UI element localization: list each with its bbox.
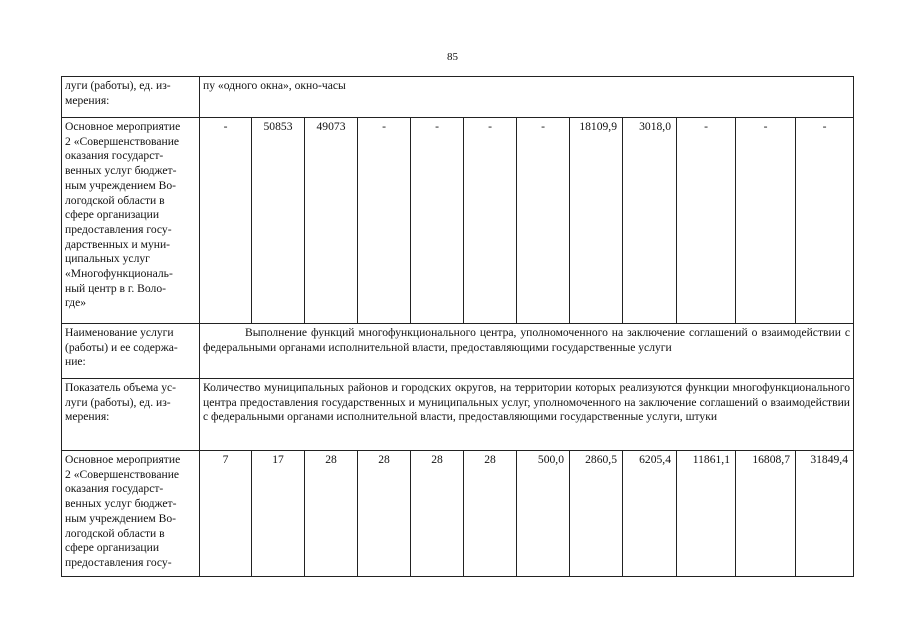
row-label: Основное мероприятие 2 «Совершенствование оказания государст- венных услуг бюджет- ным учреждением Во- логодской области в сфере организации предоставления госу- дарственных и муни- ципальных услуг «Многофункциональ- ный центр в г. Воло- где» [62, 118, 200, 324]
table-row [62, 379, 854, 451]
value-cell: - [736, 118, 796, 324]
value-cell: 28 [411, 451, 464, 577]
table-row [62, 77, 854, 118]
value-cell: 6205,4 [623, 451, 677, 577]
row-label: Показатель объема ус- луги (работы), ед. из- мерения: [62, 379, 200, 451]
table-row [62, 451, 854, 577]
service-name-text: Выполнение функций многофункционального центра, уполномоченного на заключение соглашений о взаимодействии с федеральными органами исполнительной власти, предоставляющими государственные услуги [203, 326, 850, 354]
value-cell: 49073 [305, 118, 358, 324]
row-label: луги (работы), ед. из- мерения: [62, 77, 200, 118]
page-number: 85 [447, 51, 458, 63]
row-label: Наименование услуги (работы) и ее содержа- ние: [62, 324, 200, 379]
value-cell: 500,0 [517, 451, 570, 577]
value-cell: - [411, 118, 464, 324]
value-cell: 31849,4 [796, 451, 854, 577]
row-text [200, 324, 854, 379]
value-cell: - [796, 118, 854, 324]
value-cell: - [677, 118, 736, 324]
value-cell: 18109,9 [570, 118, 623, 324]
table-row [62, 118, 854, 324]
value-cell: 11861,1 [677, 451, 736, 577]
value-cell: 28 [464, 451, 517, 577]
table-row [62, 324, 854, 379]
value-cell: 16808,7 [736, 451, 796, 577]
row-text: Количество муниципальных районов и городских округов, на территории которых реализуются функции многофункционального центра предоставления государственных и муниципальных услуг, уполномоченного на заключение соглашений о взаимодействии с федеральными органами исполнительной власти, предоставляющими государственные услуги, штуки [200, 379, 854, 451]
row-label: Основное мероприятие 2 «Совершенствование оказания государст- венных услуг бюджет- ным учреждением Во- логодской области в сфере организации предоставления госу- [62, 451, 200, 577]
value-cell: 50853 [252, 118, 305, 324]
value-cell: 28 [305, 451, 358, 577]
value-cell: - [200, 118, 252, 324]
row-text: пу «одного окна», окно-часы [200, 77, 854, 118]
value-cell: - [517, 118, 570, 324]
value-cell: 2860,5 [570, 451, 623, 577]
value-cell: 17 [252, 451, 305, 577]
value-cell: 7 [200, 451, 252, 577]
value-cell: - [358, 118, 411, 324]
value-cell: 3018,0 [623, 118, 677, 324]
value-cell: - [464, 118, 517, 324]
value-cell: 28 [358, 451, 411, 577]
program-table [61, 76, 854, 577]
